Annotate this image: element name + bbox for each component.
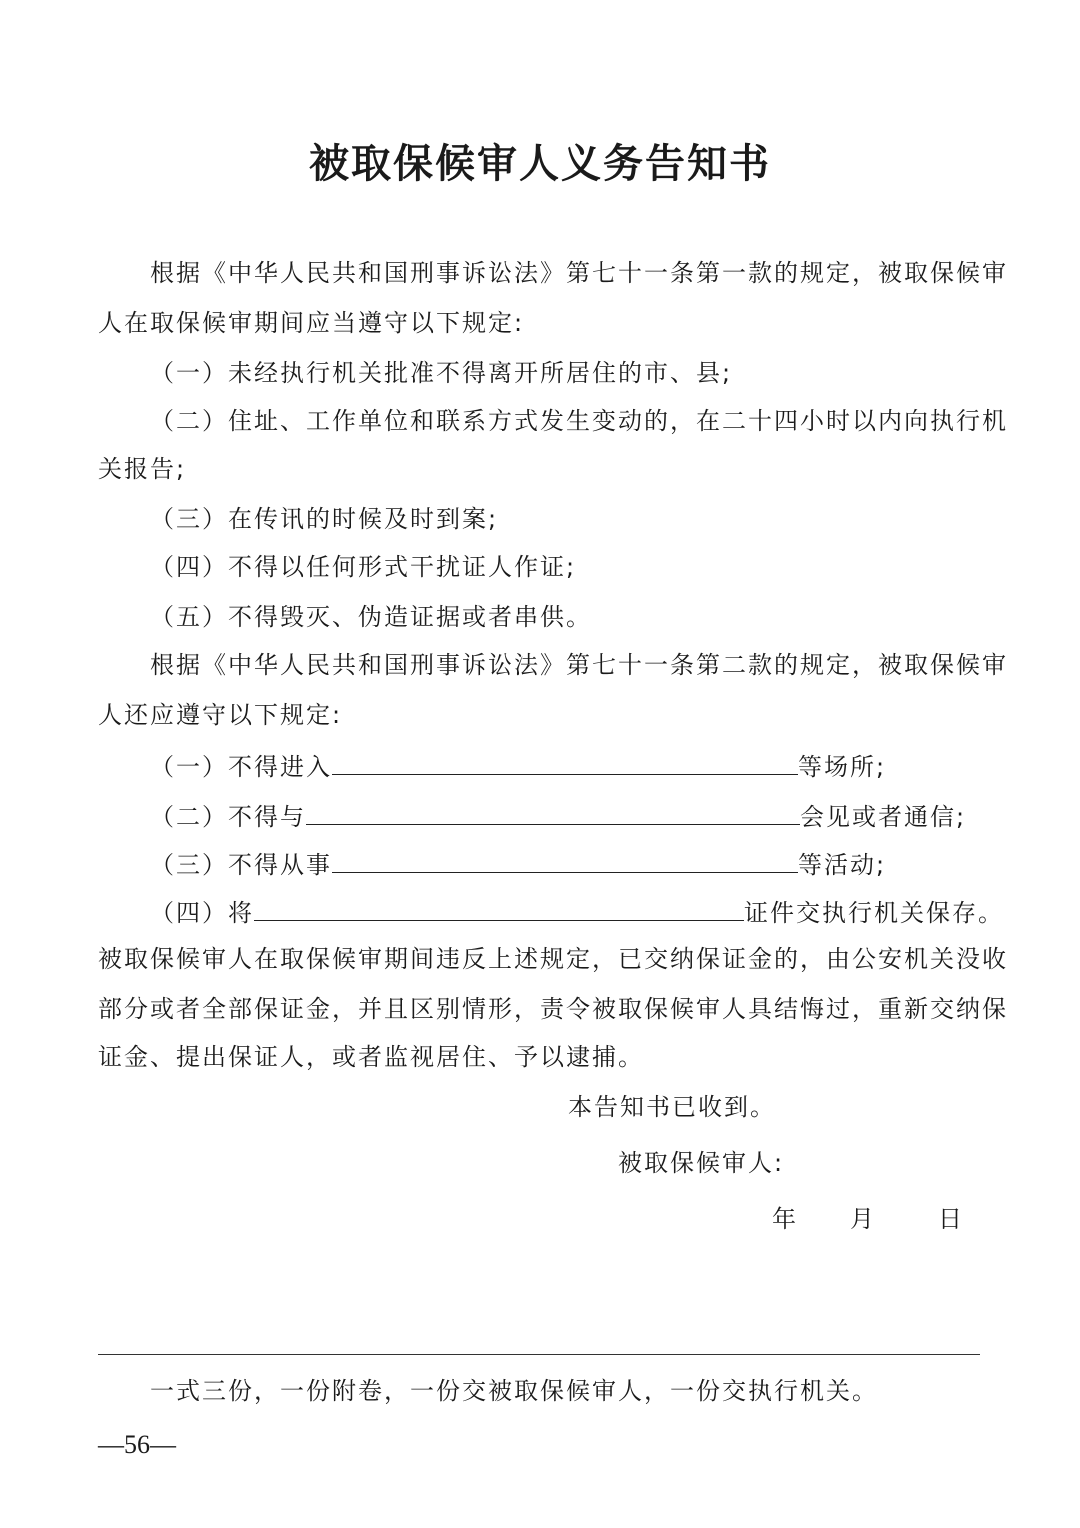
rule1-item3: （三）在传讯的时候及时到案;: [150, 505, 499, 533]
consequence-line3: 证金、提出保证人，或者监视居住、予以逮捕。: [98, 1043, 644, 1071]
page-number: —56—: [98, 1430, 176, 1459]
fill-in-blank-persons[interactable]: [306, 796, 800, 825]
consequence-line1: 被取保候审人在取保候审期间违反上述规定，已交纳保证金的，由公安机关没收: [98, 945, 1008, 973]
date-month: 月: [850, 1205, 874, 1233]
rule1-item2-line1: （二）住址、工作单位和联系方式发生变动的，在二十四小时以内向执行机: [150, 407, 1008, 435]
rule2-item4-suffix: 证件交执行机关保存。: [744, 899, 1004, 927]
rule1-item2-line2: 关报告;: [98, 455, 187, 483]
footer-divider: [98, 1354, 980, 1355]
document-title: 被取保候审人义务告知书: [309, 140, 771, 187]
signer-label: 被取保候审人:: [618, 1149, 785, 1177]
rule2-item1-prefix: （一）不得进入: [150, 753, 332, 781]
rule2-item4-prefix: （四）将: [150, 899, 254, 927]
para1-line1: 根据《中华人民共和国刑事诉讼法》第七十一条第一款的规定，被取保候审: [150, 259, 1008, 287]
rule2-item2-prefix: （二）不得与: [150, 803, 306, 831]
rule2-item1-suffix: 等场所;: [798, 753, 887, 781]
rule2-item3-suffix: 等活动;: [798, 851, 887, 879]
footer-copies-note: 一式三份，一份附卷，一份交被取保候审人，一份交执行机关。: [150, 1377, 878, 1405]
rule2-item4: [150, 892, 1004, 930]
rule1-item4: （四）不得以任何形式干扰证人作证;: [150, 553, 577, 581]
rule2-item2-suffix: 会见或者通信;: [800, 803, 967, 831]
fill-in-blank-documents[interactable]: [254, 892, 744, 921]
rule2-item3: [150, 844, 886, 882]
receipt-acknowledgement: 本告知书已收到。: [568, 1093, 776, 1121]
date-day: 日: [938, 1205, 962, 1233]
date-year: 年: [772, 1205, 796, 1233]
rule2-item2: [150, 796, 966, 834]
rule2-item1: [150, 746, 886, 784]
rule1-item5: （五）不得毁灭、伪造证据或者串供。: [150, 603, 592, 631]
fill-in-blank-places[interactable]: [332, 746, 798, 775]
para2-line2: 人还应遵守以下规定:: [98, 701, 343, 729]
para1-line2: 人在取保候审期间应当遵守以下规定:: [98, 309, 525, 337]
consequence-line2: 部分或者全部保证金，并且区别情形，责令被取保候审人具结悔过，重新交纳保: [98, 995, 1008, 1023]
rule1-item1: （一）未经执行机关批准不得离开所居住的市、县;: [150, 359, 733, 387]
rule2-item3-prefix: （三）不得从事: [150, 851, 332, 879]
para2-line1: 根据《中华人民共和国刑事诉讼法》第七十一条第二款的规定，被取保候审: [150, 651, 1008, 679]
fill-in-blank-activities[interactable]: [332, 844, 798, 873]
